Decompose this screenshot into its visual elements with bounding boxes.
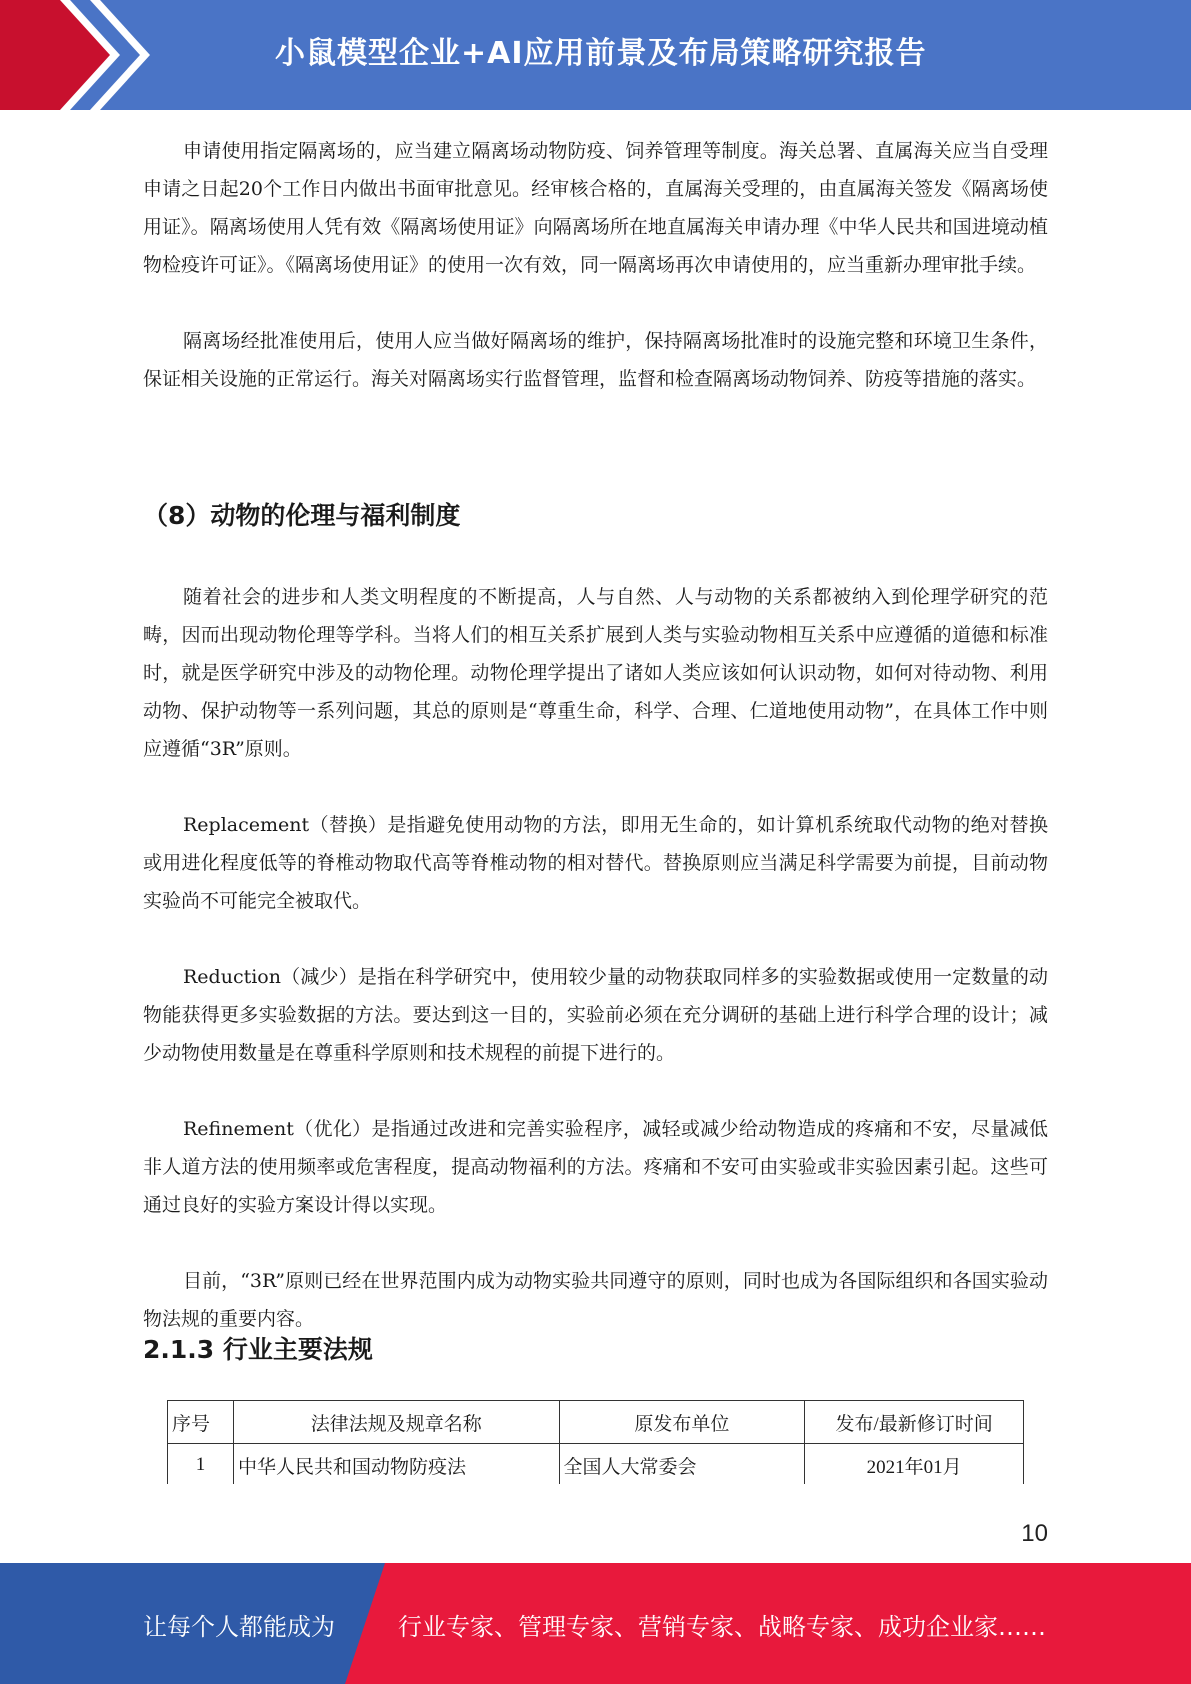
page-number: 10: [1021, 1520, 1048, 1547]
table-cell: 中华人民共和国动物防疫法: [233, 1444, 559, 1485]
footer-slogan-right: 行业专家、管理专家、营销专家、战略专家、成功企业家……: [398, 1613, 1046, 1641]
intro-section: [143, 132, 1048, 398]
table-cell: 2021年01月: [805, 1444, 1024, 1485]
body-paragraph: 申请使用指定隔离场的，应当建立隔离场动物防疫、饲养管理等制度。海关总署、直属海关应当自受理申请之日起20个工作日内做出书面审批意见。经审核合格的，直属海关受理的，由直属海关签发《隔离场使用证》。隔离场使用人凭有效《隔离场使用证》向隔离场所在地直属海关申请办理《中华人民共和国进境动植物检疫许可证》。《隔离场使用证》的使用一次有效，同一隔离场再次申请使用的，应当重新办理审批手续。: [143, 140, 1048, 276]
subsection-heading: （8）动物的伦理与福利制度: [143, 501, 461, 530]
table-header-cell: 发布/最新修订时间: [805, 1401, 1024, 1444]
table-header-cell: 法律法规及规章名称: [233, 1401, 559, 1444]
body-paragraph: Replacement（替换）是指避免使用动物的方法，即用无生命的，如计算机系统取代动物的绝对替换或用进化程度低等的脊椎动物取代高等脊椎动物的相对替代。替换原则应当满足科学需要为前提，目前动物实验尚不可能完全被取代。: [143, 814, 1048, 912]
page-header: [0, 0, 1191, 110]
section-heading: 2.1.3 行业主要法规: [143, 1335, 373, 1364]
body-paragraph: Refinement（优化）是指通过改进和完善实验程序，减轻或减少给动物造成的疼痛和不安，尽量减低非人道方法的使用频率或危害程度，提高动物福利的方法。疼痛和不安可由实验或非实验因素引起。这些可通过良好的实验方案设计得以实现。: [143, 1118, 1048, 1216]
table-cell: 1: [168, 1444, 234, 1485]
footer-slogan-left: 让每个人都能成为: [143, 1613, 335, 1641]
table-cell: 全国人大常委会: [559, 1444, 805, 1485]
body-paragraph: 目前，“3R”原则已经在世界范围内成为动物实验共同遵守的原则，同时也成为各国际组织和各国实验动物法规的重要内容。: [143, 1270, 1048, 1330]
page-footer: [0, 1563, 1191, 1684]
body-paragraph: Reduction（减少）是指在科学研究中，使用较少量的动物获取同样多的实验数据或使用一定数量的动物能获得更多实验数据的方法。要达到这一目的，实验前必须在充分调研的基础上进行科学合理的设计；减少动物使用数量是在尊重科学原则和技术规程的前提下进行的。: [143, 966, 1048, 1064]
body-paragraph: 随着社会的进步和人类文明程度的不断提高，人与自然、人与动物的关系都被纳入到伦理学研究的范畴，因而出现动物伦理等学科。当将人们的相互关系扩展到人类与实验动物相互关系中应遵循的道德和标准时，就是医学研究中涉及的动物伦理。动物伦理学提出了诸如人类应该如何认识动物，如何对待动物、利用动物、保护动物等一系列问题，其总的原则是“尊重生命，科学、合理、仁道地使用动物”，在具体工作中则应遵循“3R”原则。: [143, 586, 1048, 760]
table-row: [168, 1444, 1024, 1485]
report-title: 小鼠模型企业+AI应用前景及布局策略研究报告: [275, 36, 927, 71]
body-paragraph: 隔离场经批准使用后，使用人应当做好隔离场的维护，保持隔离场批准时的设施完整和环境卫生条件，保证相关设施的正常运行。海关对隔离场实行监督管理，监督和检查隔离场动物饲养、防疫等措施的落实。: [143, 330, 1048, 390]
header-arrow-graphic: [0, 0, 160, 110]
table-header-row: [168, 1401, 1024, 1444]
ethics-section: [143, 578, 1048, 1338]
regulations-table: [167, 1400, 1024, 1484]
table-header-cell: 序号: [168, 1401, 234, 1444]
table-header-cell: 原发布单位: [559, 1401, 805, 1444]
